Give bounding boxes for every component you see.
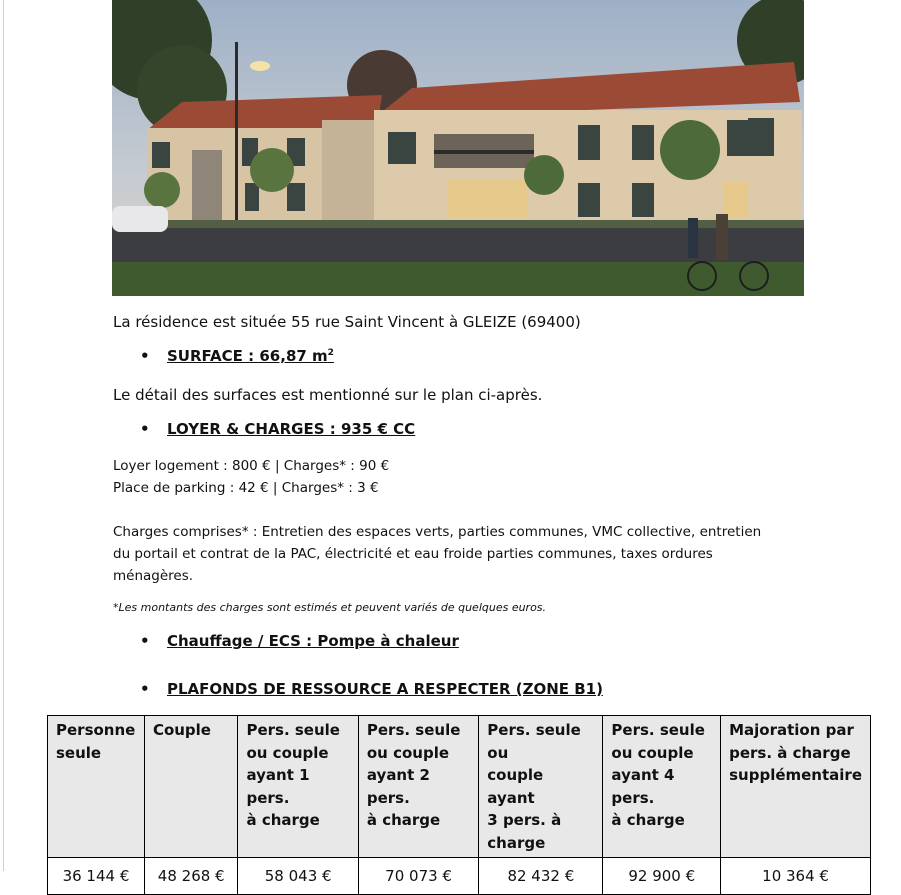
plafonds-heading: PLAFONDS DE RESSOURCE A RESPECTER (ZONE B1) — [167, 680, 603, 698]
plafonds-bullet — [140, 680, 603, 698]
table-header-row — [48, 716, 871, 858]
header-cell — [238, 716, 358, 858]
bullet-glyph: • — [140, 347, 150, 365]
bullet-glyph: • — [140, 632, 150, 650]
header-line: pers. à charge — [729, 743, 851, 762]
header-line: Personne — [56, 721, 136, 739]
table-cell: 92 900 € — [603, 858, 721, 895]
header-line: couple ayant — [487, 766, 544, 807]
building-photo — [112, 0, 804, 296]
header-line: 3 pers. à — [487, 811, 562, 829]
header-line: ou couple — [246, 743, 329, 762]
chauffage-heading: Chauffage / ECS : Pompe à chaleur — [167, 632, 459, 650]
surface-label: SURFACE : 66,87 m — [167, 347, 328, 365]
bullet-glyph: • — [140, 420, 150, 438]
header-cell — [603, 716, 721, 858]
surface-superscript: 2 — [327, 348, 334, 358]
header-line: Pers. seule — [611, 721, 705, 739]
table-row — [48, 858, 871, 895]
header-line: à charge — [366, 811, 441, 829]
header-line: ayant 1 pers. — [246, 766, 310, 807]
surface-bullet — [140, 347, 334, 365]
loyer-bullet — [140, 420, 415, 438]
loyer-line-1: Loyer logement : 800 € | Charges* : 90 € — [113, 458, 390, 474]
header-cell — [358, 716, 478, 858]
table-cell: 36 144 € — [48, 858, 145, 895]
charges-line-3: ménagères. — [113, 568, 194, 584]
header-line: ou couple — [366, 743, 450, 762]
header-line: ayant 2 pers. — [366, 766, 430, 807]
header-cell — [479, 716, 603, 858]
table-cell: 58 043 € — [238, 858, 358, 895]
charges-note: *Les montants des charges sont estimés et peuvent variés de quelques euros. — [113, 601, 547, 614]
header-cell — [144, 716, 238, 858]
header-line: ayant 4 pers. — [611, 766, 675, 807]
table-cell: 70 073 € — [358, 858, 478, 895]
header-line: Pers. seule — [246, 721, 340, 739]
header-line: supplémentaire — [729, 766, 862, 784]
surface-heading — [167, 347, 334, 365]
header-line: Pers. seule — [366, 721, 461, 739]
chauffage-bullet — [140, 632, 459, 650]
header-line: Majoration par — [729, 721, 854, 739]
header-cell — [721, 716, 871, 858]
charges-line-1: Charges comprises* : Entretien des espaces verts, parties communes, VMC collective, entretien — [113, 524, 762, 540]
header-line: à charge — [611, 811, 685, 829]
address-paragraph: La résidence est située 55 rue Saint Vincent à GLEIZE (69400) — [113, 313, 581, 331]
bullet-glyph: • — [140, 680, 150, 698]
header-line: seule — [56, 743, 102, 762]
table-cell: 10 364 € — [721, 858, 871, 895]
header-line: charge — [487, 833, 546, 852]
header-line: ou couple — [611, 743, 694, 762]
header-line: Pers. seule ou — [487, 721, 581, 762]
header-line: à charge — [246, 811, 320, 829]
surface-detail: Le détail des surfaces est mentionné sur le plan ci-après. — [113, 386, 543, 404]
header-line: Couple — [152, 721, 211, 739]
table-cell: 48 268 € — [144, 858, 238, 895]
plafonds-table — [47, 715, 871, 895]
page-left-edge — [3, 0, 4, 871]
charges-line-2: du portail et contrat de la PAC, électricité et eau froide parties communes, taxes ordures — [113, 546, 713, 562]
table-cell: 82 432 € — [479, 858, 603, 895]
header-cell — [48, 716, 145, 858]
loyer-heading: LOYER & CHARGES : 935 € CC — [167, 420, 416, 438]
loyer-line-2: Place de parking : 42 € | Charges* : 3 € — [113, 480, 379, 496]
